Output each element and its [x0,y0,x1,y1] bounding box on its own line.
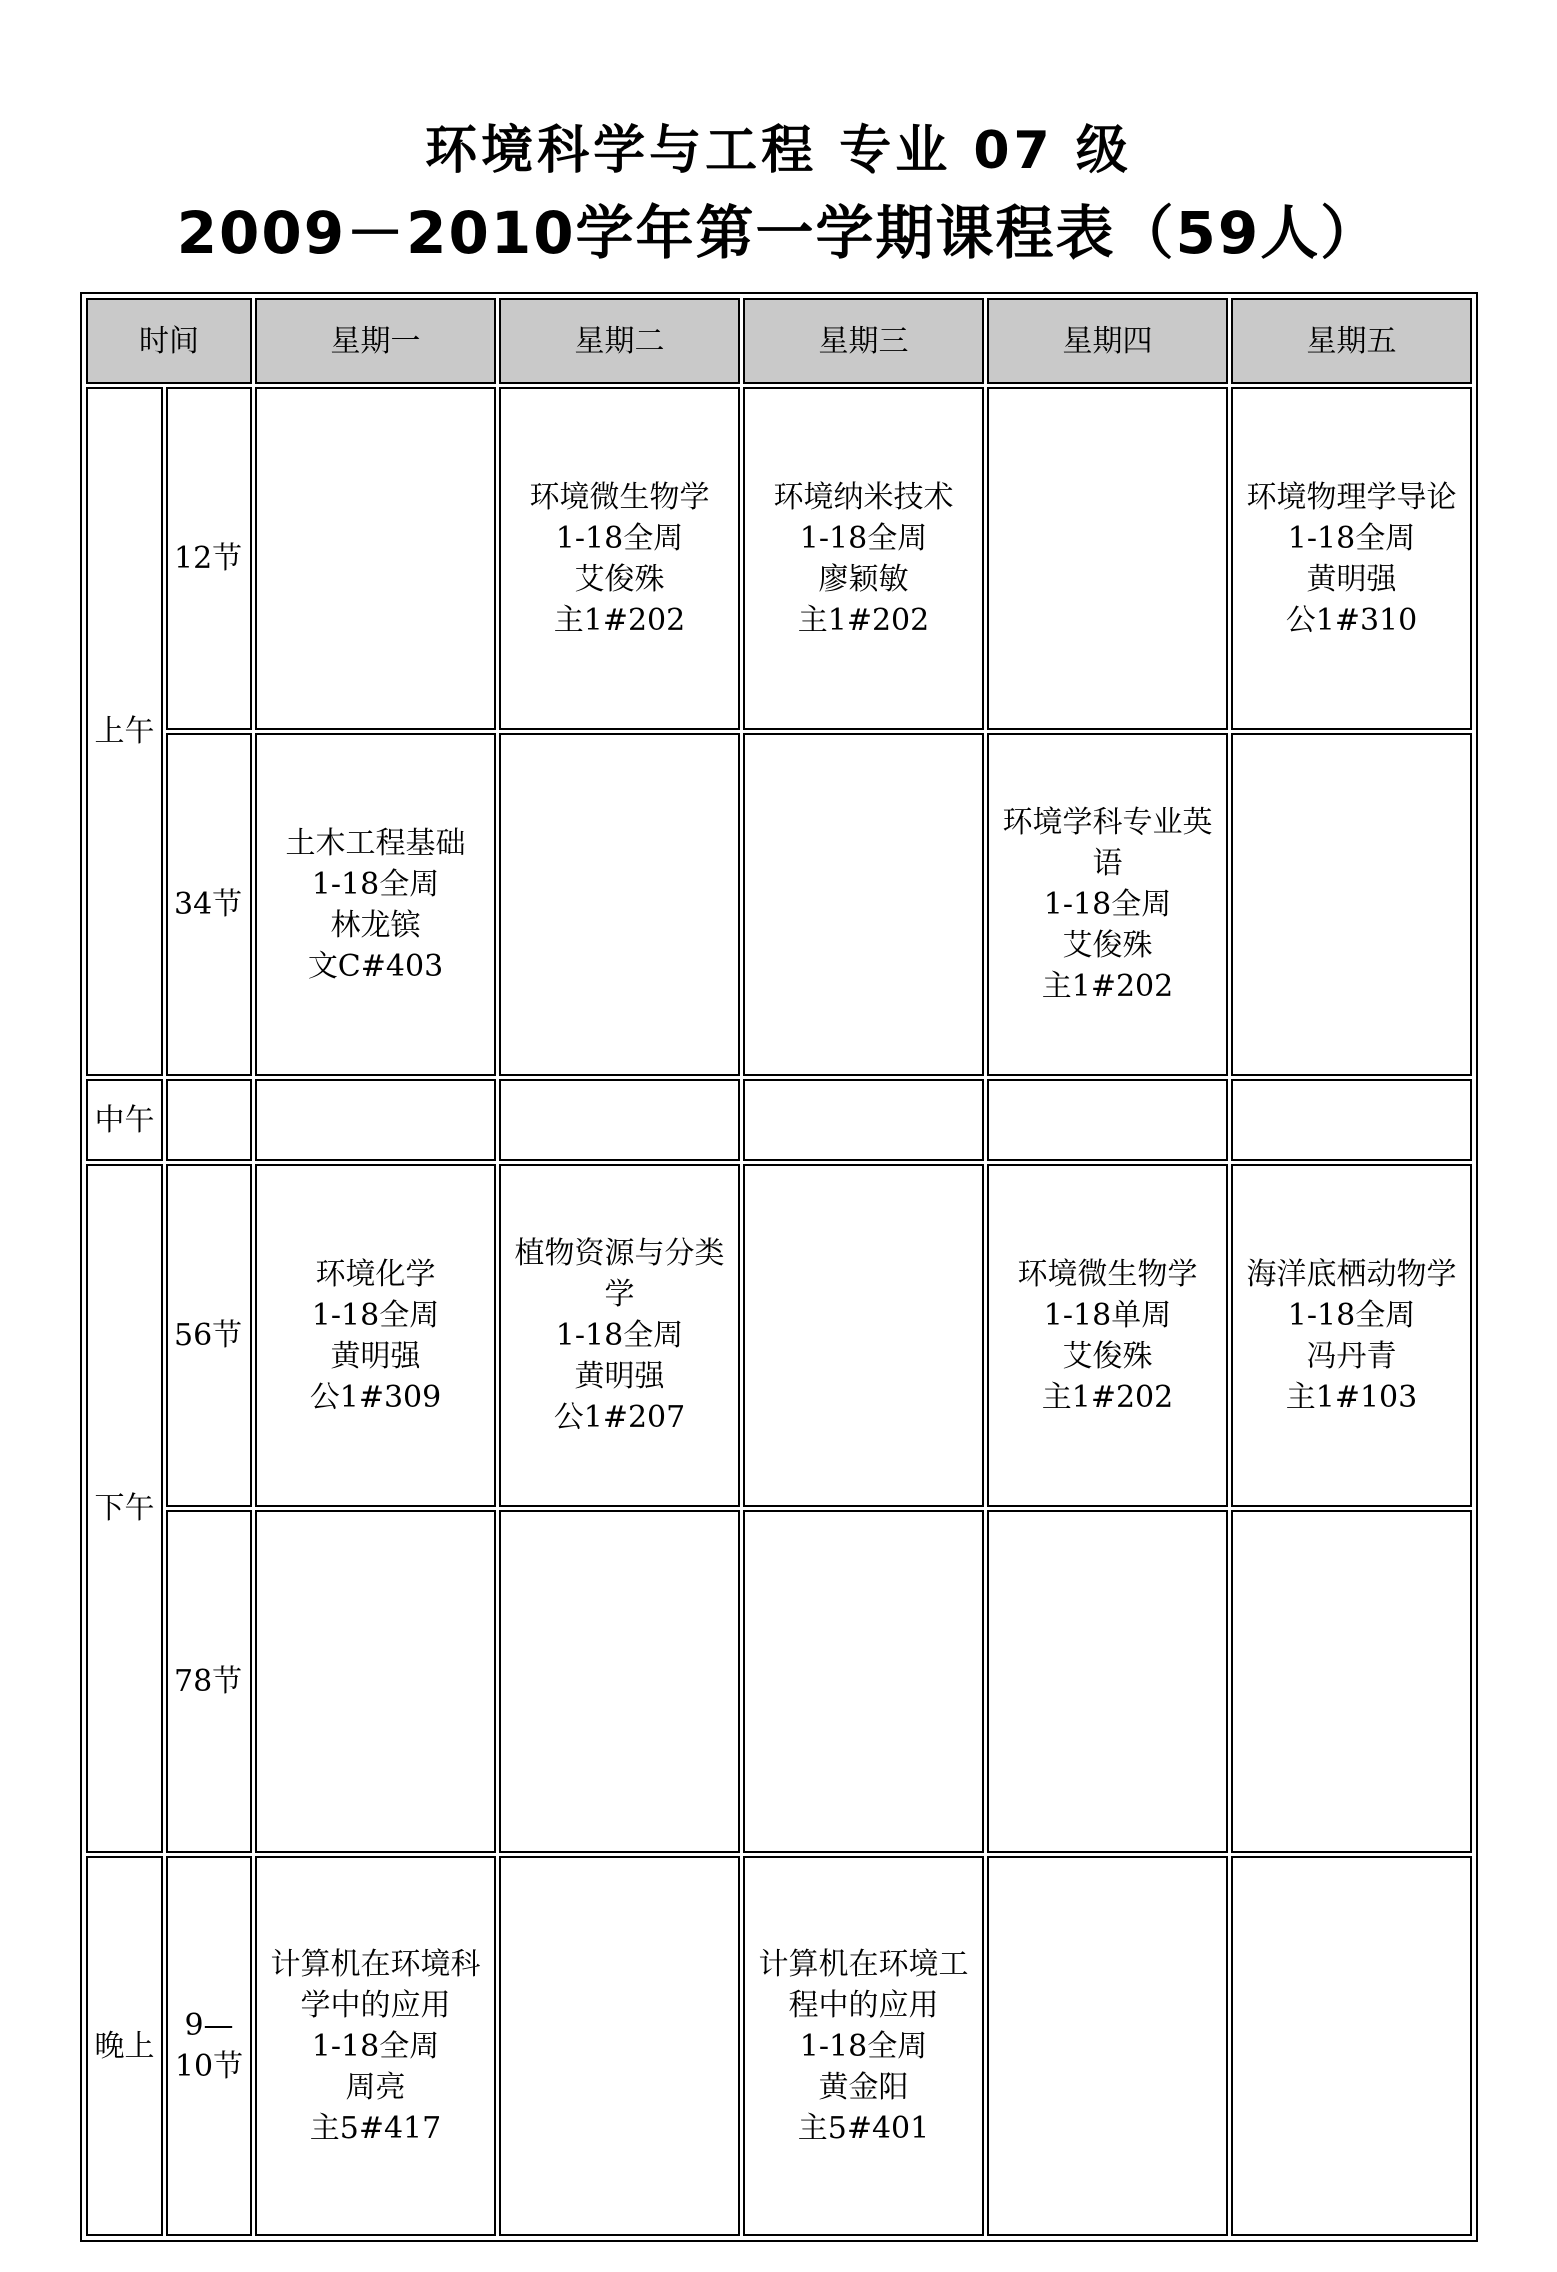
course-room: 主1#202 [553,602,686,638]
period-910 [166,1856,252,2236]
cell-p34-tue [499,733,740,1076]
cell-p78-mon [255,1510,496,1853]
course-weeks: 1-18全周 [555,520,684,556]
course-weeks: 1-18全周 [799,2028,928,2064]
period-56: 56节 [166,1164,252,1507]
course-weeks: 1-18全周 [311,1297,440,1333]
cell-p56-wed [743,1164,984,1507]
course-teacher: 艾俊殊 [1062,928,1153,963]
course-room: 主1#202 [1041,1379,1174,1415]
course-name: 环境化学 [315,1256,436,1292]
course-name: 土木工程基础 [285,825,466,861]
cell-p12-thu [987,387,1228,730]
course-p34-mon [255,733,496,1076]
course-room: 主1#202 [1041,969,1174,1004]
course-p56-fri [1231,1164,1472,1507]
course-p910-wed [743,1856,984,2236]
course-weeks: 1-18全周 [311,2028,440,2064]
course-name: 计算机在环境工 [758,1946,969,1982]
course-weeks: 1-18全周 [1043,887,1172,922]
section-afternoon: 下午 [86,1164,163,1853]
cell-p78-thu [987,1510,1228,1853]
cell-p910-tue [499,1856,740,2236]
course-teacher: 艾俊殊 [1062,1338,1153,1374]
cell-p78-tue [499,1510,740,1853]
course-room: 主1#103 [1285,1379,1418,1415]
course-teacher: 冯丹青 [1306,1338,1397,1374]
course-name: 植物资源与分类 [514,1236,725,1271]
course-teacher: 艾俊殊 [574,561,665,597]
table-row [86,733,1472,1076]
course-teacher: 周亮 [345,2069,406,2105]
course-name: 环境纳米技术 [773,479,954,515]
page-title: 环境科学与工程 专业 07 级 [425,121,1132,181]
course-room: 公1#309 [309,1379,442,1415]
course-teacher: 林龙镔 [330,907,421,943]
course-name: 计算机在环境科 [270,1946,481,1982]
course-room: 主5#401 [797,2110,930,2146]
table-row [86,1079,1472,1161]
course-p12-tue [499,387,740,730]
cell-noon-thu [987,1079,1228,1161]
course-weeks: 1-18全周 [555,1318,684,1353]
course-name: 海洋底栖动物学 [1246,1256,1457,1292]
header-monday: 星期一 [255,298,496,384]
header-row [86,298,1472,384]
header-time: 时间 [86,298,252,384]
course-p12-wed [743,387,984,730]
course-room: 主1#202 [797,602,930,638]
course-name: 环境学科专业英 [1002,805,1213,840]
header-friday: 星期五 [1231,298,1472,384]
course-weeks: 1-18单周 [1043,1297,1172,1333]
course-teacher: 黄明强 [1306,561,1397,597]
course-teacher: 黄金阳 [818,2069,909,2105]
cell-noon-period [166,1079,252,1161]
course-room: 文C#403 [307,948,444,984]
table-row [86,387,1472,730]
period-12: 12节 [166,387,252,730]
course-p910-mon [255,1856,496,2236]
period-910-line1: 9— [184,2008,234,2043]
course-teacher: 廖颖敏 [818,561,909,597]
cell-noon-tue [499,1079,740,1161]
course-weeks: 1-18全周 [1287,520,1416,556]
course-weeks: 1-18全周 [1287,1297,1416,1333]
course-p56-mon [255,1164,496,1507]
period-34: 34节 [166,733,252,1076]
course-p56-tue [499,1164,740,1507]
cell-p78-fri [1231,1510,1472,1853]
course-name: 环境物理学导论 [1246,479,1457,515]
table-row [86,1856,1472,2236]
course-name: 环境微生物学 [1017,1256,1198,1292]
table-row [86,1164,1472,1507]
course-room: 公1#207 [553,1400,686,1435]
section-morning: 上午 [86,387,163,1076]
table-row [86,1510,1472,1853]
cell-p910-thu [987,1856,1228,2236]
cell-p12-mon [255,387,496,730]
course-name-cont: 学 [604,1277,635,1312]
course-p56-thu [987,1164,1228,1507]
cell-p34-wed [743,733,984,1076]
header-thursday: 星期四 [987,298,1228,384]
cell-p34-fri [1231,733,1472,1076]
cell-p78-wed [743,1510,984,1853]
course-p34-thu [987,733,1228,1076]
cell-noon-wed [743,1079,984,1161]
course-weeks: 1-18全周 [799,520,928,556]
header-tuesday: 星期二 [499,298,740,384]
course-name-cont: 学中的应用 [300,1987,451,2023]
cell-noon-mon [255,1079,496,1161]
section-evening: 晚上 [86,1856,163,2236]
course-name-cont: 语 [1092,846,1123,881]
course-teacher: 黄明强 [330,1338,421,1374]
course-name: 环境微生物学 [529,479,710,515]
course-teacher: 黄明强 [574,1359,665,1394]
course-p12-fri [1231,387,1472,730]
header-wednesday: 星期三 [743,298,984,384]
page-subtitle: 2009－2010学年第一学期课程表（59人） [176,199,1381,267]
period-910-line2: 10节 [174,2049,244,2084]
period-78: 78节 [166,1510,252,1853]
course-weeks: 1-18全周 [311,866,440,902]
course-name-cont: 程中的应用 [788,1987,939,2023]
course-room: 主5#417 [309,2110,442,2146]
cell-p910-fri [1231,1856,1472,2236]
section-noon: 中午 [86,1079,163,1161]
course-room: 公1#310 [1285,602,1418,638]
schedule-table [83,295,1475,2239]
cell-noon-fri [1231,1079,1472,1161]
